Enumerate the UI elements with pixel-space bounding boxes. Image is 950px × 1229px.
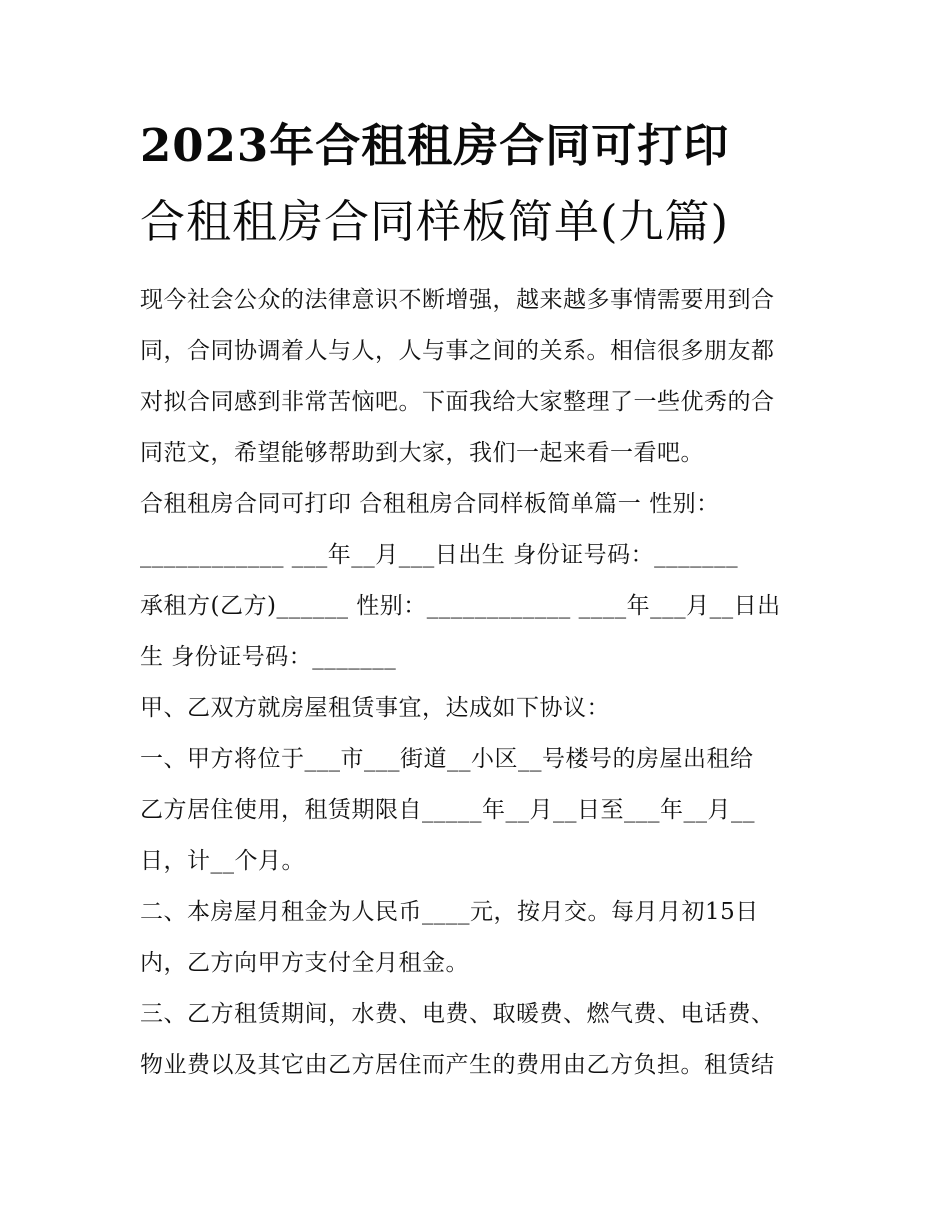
body-line: 同，合同协调着人与人，人与事之间的关系。相信很多朋友都 [140, 338, 775, 364]
document-title-line-1: 2023年合租租房合同可打印 [140, 119, 730, 172]
body-line: 对拟合同感到非常苦恼吧。下面我给大家整理了一些优秀的合 [140, 389, 775, 415]
body-line: 内，乙方向甲方支付全月租金。 [140, 950, 469, 976]
body-line: 乙方居住使用，租赁期限自_____年__月__日至___年__月__ [140, 797, 755, 823]
body-line: 合租租房合同可打印 合租租房合同样板简单篇一 性别： [140, 491, 720, 517]
body-line: 一、甲方将位于___市___街道__小区__号楼号的房屋出租给 [140, 746, 754, 772]
body-line: 三、乙方租赁期间，水费、电费、取暖费、燃气费、电话费、 [140, 1001, 775, 1027]
body-line: 二、本房屋月租金为人民币____元，按月交。每月月初15日 [140, 899, 759, 925]
document-title-line-2: 合租租房合同样板简单(九篇) [140, 195, 730, 248]
body-line: 同范文，希望能够帮助到大家，我们一起来看一看吧。 [140, 440, 704, 466]
body-line: 现今社会公众的法律意识不断增强，越来越多事情需要用到合 [140, 287, 775, 313]
body-line: 生 身份证号码：_______ [140, 644, 397, 670]
body-line: 日，计__个月。 [140, 848, 305, 874]
body-line: ____________ ___年__月___日出生 身份证号码：_______ [140, 542, 739, 568]
body-line: 承租方(乙方)______ 性别：____________ ____年___月__日出 [140, 593, 781, 619]
body-line: 甲、乙双方就房屋租赁事宜，达成如下协议： [140, 695, 610, 721]
body-line: 物业费以及其它由乙方居住而产生的费用由乙方负担。租赁结 [140, 1052, 775, 1078]
